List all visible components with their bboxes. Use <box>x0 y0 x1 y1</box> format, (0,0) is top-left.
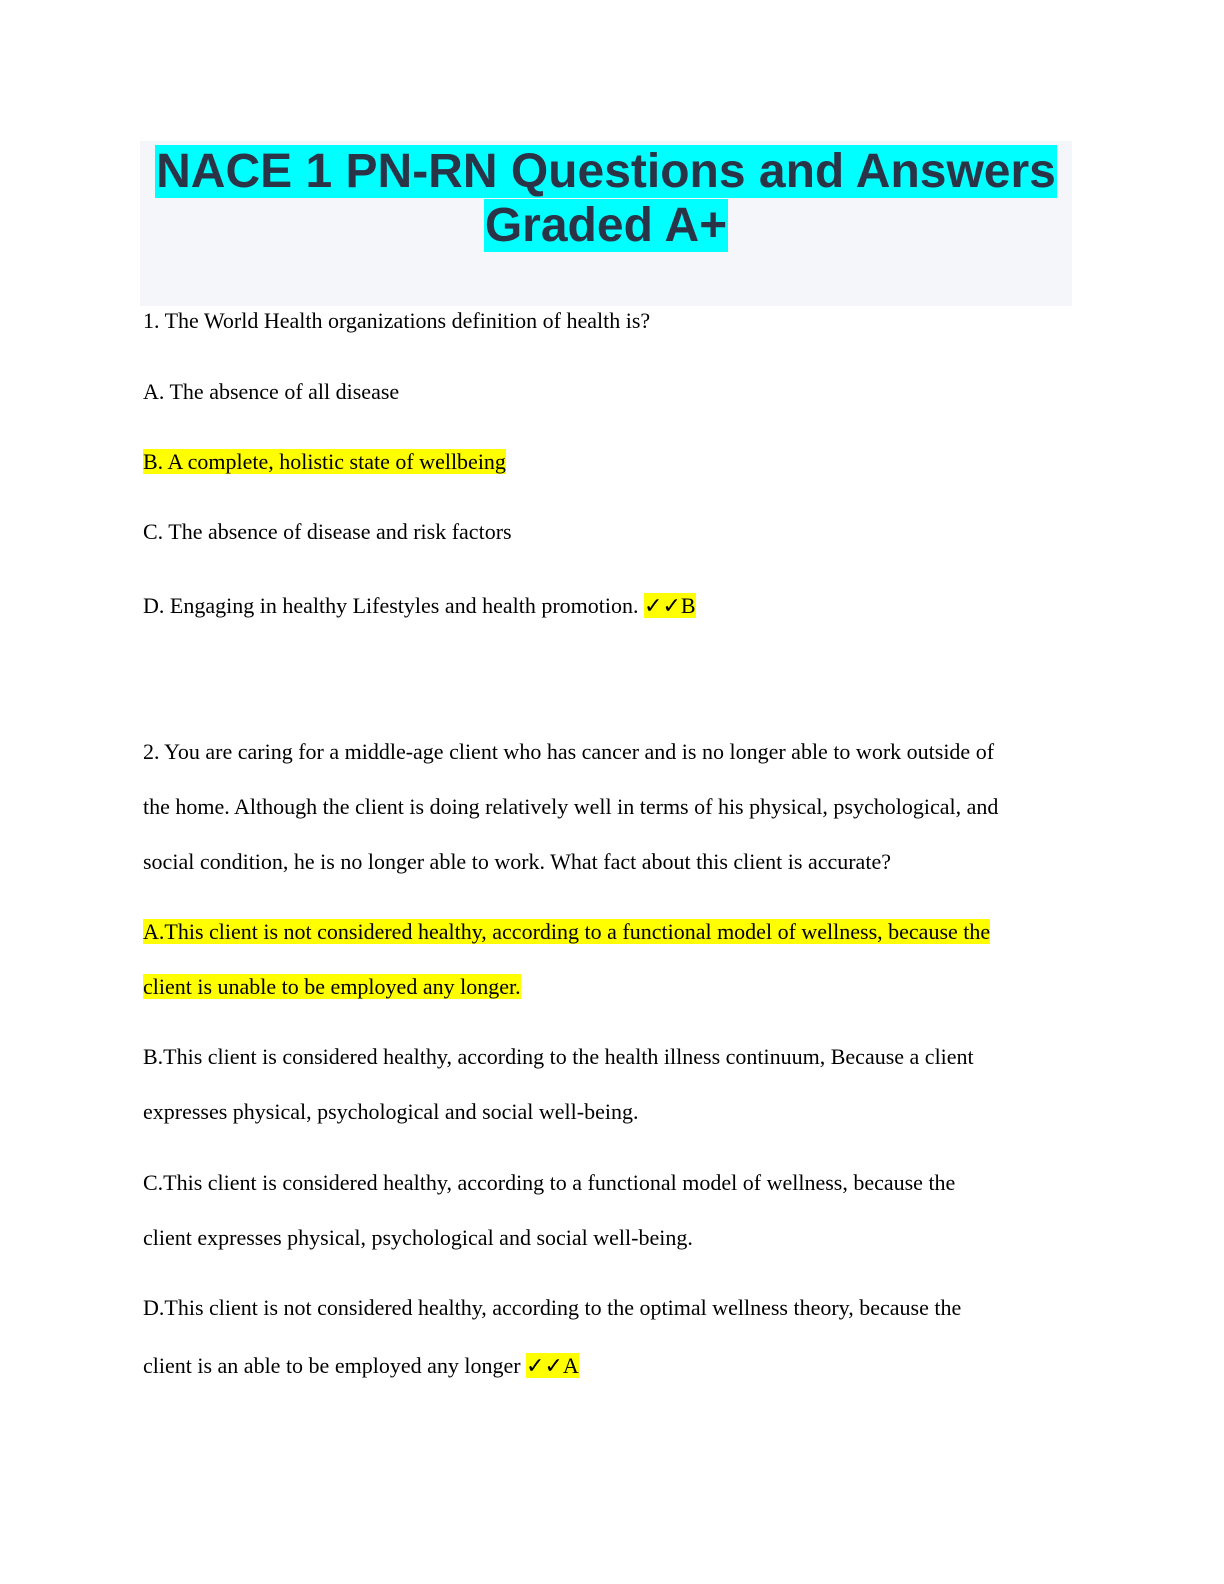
question-2-line-1: 2. You are caring for a middle-age client who has cancer and is no longer able to work outside of <box>143 739 995 764</box>
question-1-text: 1. The World Health organizations definition of health is? <box>143 308 651 333</box>
title-text-1: NACE 1 PN-RN Questions and Answers <box>156 145 1056 198</box>
question-1-option-b-correct <box>143 449 506 475</box>
correct-answer-highlight: A.This client is not considered healthy, according to a functional model of wellness, because the <box>143 919 991 944</box>
question-1-option-d-text: D. Engaging in healthy Lifestyles and health promotion. <box>143 593 639 618</box>
document-title-line-2 <box>140 199 1072 253</box>
answer-key-1 <box>644 593 696 618</box>
question-1-option-a: A. The absence of all disease <box>143 379 400 404</box>
title-text-2: Graded A+ <box>484 199 728 252</box>
question-2-option-c-line-1: C.This client is considered healthy, according to a functional model of wellness, because the <box>143 1170 956 1195</box>
correct-answer-highlight: B. A complete, holistic state of wellbeing <box>143 449 506 474</box>
answer-letter-2: A <box>562 1353 579 1378</box>
question-2-option-b-line-1: B.This client is considered healthy, according to the health illness continuum, Because a client <box>143 1044 974 1069</box>
question-2-option-b-line-2: expresses physical, psychological and social well-being. <box>143 1099 639 1124</box>
question-2-line-3: social condition, he is no longer able to work. What fact about this client is accurate? <box>143 849 891 874</box>
question-2-line-2: the home. Although the client is doing relatively well in terms of his physical, psychological, and <box>143 794 999 819</box>
answer-letter-1: B <box>680 593 696 618</box>
question-2-option-c-line-2: client expresses physical, psychological and social well-being. <box>143 1225 693 1250</box>
question-2-option-a-line-1 <box>143 919 990 945</box>
correct-answer-highlight: client is unable to be employed any longer. <box>143 974 521 999</box>
question-2-option-d-line-2 <box>143 1353 579 1380</box>
question-2-option-d-line-1: D.This client is not considered healthy, according to the optimal wellness theory, because the <box>143 1295 962 1320</box>
question-2-option-a-line-2 <box>143 974 521 1000</box>
question-1-option-c: C. The absence of disease and risk factors <box>143 519 512 544</box>
double-check-icon: ✓✓ <box>526 1354 563 1379</box>
question-2-option-d-text: client is an able to be employed any longer <box>143 1353 521 1378</box>
question-1-option-d <box>143 593 696 620</box>
document-title-line-1 <box>140 145 1072 199</box>
double-check-icon: ✓✓ <box>644 594 681 619</box>
title-block <box>140 141 1072 306</box>
answer-key-2 <box>526 1353 579 1378</box>
